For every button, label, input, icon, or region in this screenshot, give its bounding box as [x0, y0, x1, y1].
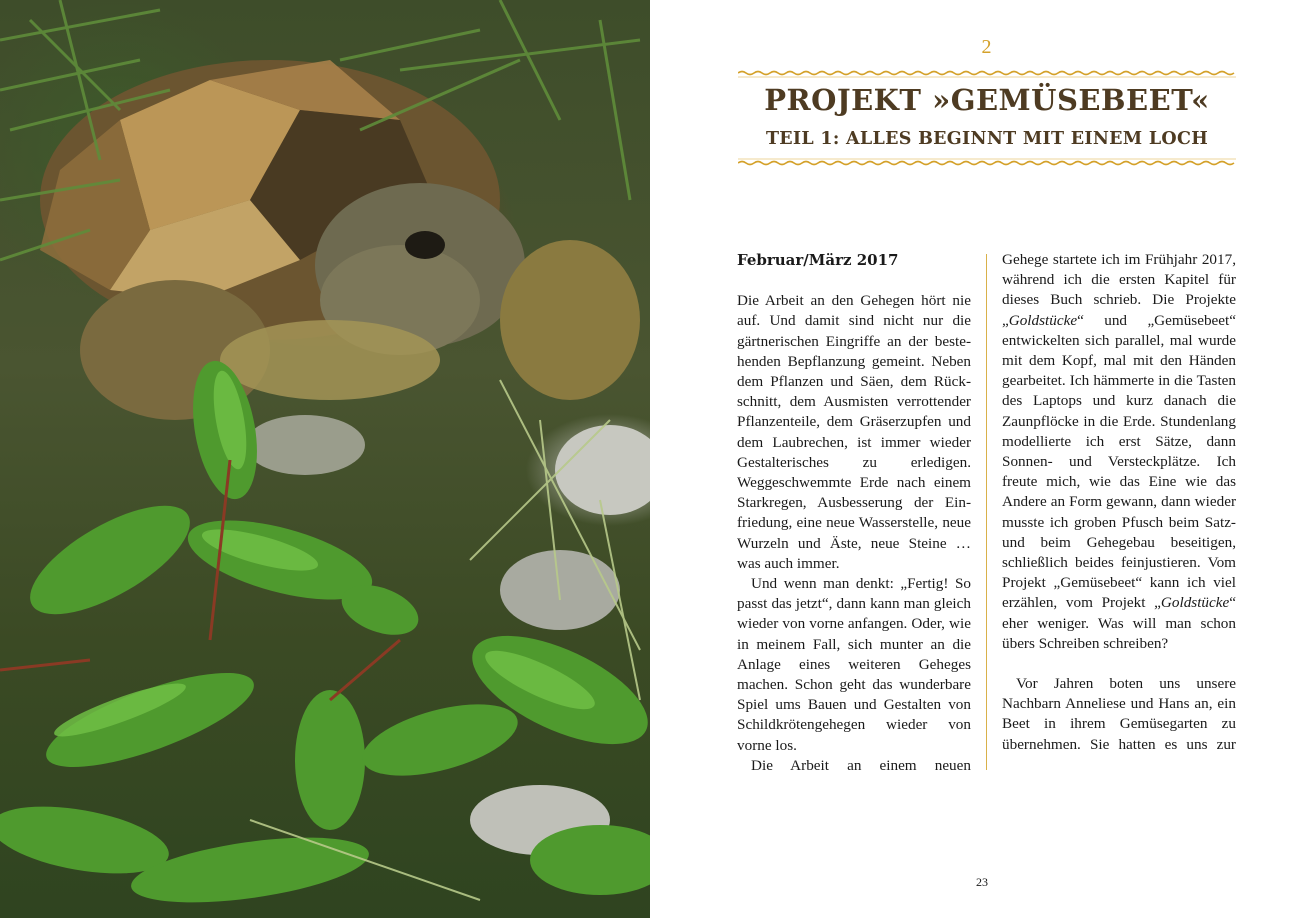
- text-column-left: [737, 250, 971, 776]
- emphasis: Goldstücke: [1008, 311, 1078, 329]
- paragraph: Die Arbeit an einem neuen: [751, 756, 971, 774]
- chapter-subtitle: TEIL 1: ALLES BEGINNT MIT EINEM LOCH: [765, 129, 1209, 149]
- paragraph: [1002, 250, 1236, 654]
- paragraph: Vor Jahren boten uns unsere Nachbarn Anneliese und Hans an, ein Beet in ihrem Gemüsegarten zu übernehmen. Sie hatten es uns zur: [1002, 675, 1236, 753]
- column-divider: [986, 254, 987, 770]
- section-date: Februar/März 2017: [737, 251, 899, 269]
- chapter-number: 2: [981, 36, 992, 58]
- paragraph: Die Arbeit an den Gehegen hört nie auf. Und damit sind nicht nur die gärtnerischen Eingriffe an der bestehenden Bepflanzung gemeint. Neben dem Pflanzen und Säen, dem Rückschnitt, dem Ausmisten verrottender Pflanzenteile, dem Gräserzupfen und dem Laubrechen, ist immer wieder Gestalterisches zu erledigen. Weggeschwemmte Erde nach einem Starkregen, Ausbesserung der Einfriedung, eine neue Wasserstelle, neue Wurzeln und Äste, neue Steine … was auch immer.: [737, 292, 971, 572]
- text-span: “ eher weniger. Was will man schon übers Schreiben schreiben?: [1002, 594, 1236, 652]
- bottom-ornament-line: [738, 158, 1236, 166]
- tortoise-eye: [405, 231, 445, 259]
- text-span: Gehege startete ich im Frühjahr 2017, während ich die ersten Kapitel für dieses Buch schrieb. Die Projekte „: [1002, 251, 1236, 329]
- top-ornament-line: [738, 70, 1236, 78]
- page-number: 23: [976, 875, 988, 889]
- chapter-title: PROJEKT »GEMÜSEBEET«: [764, 83, 1210, 117]
- book-page: [650, 0, 1298, 918]
- text-span: “ und „Gemüsebeet“ entwickelten sich parallel, mal wurde mit dem Kopf, mal mit den Händen gearbeitet. Ich hämmerte in die Tasten des Laptops und kurz danach die Zaunpflöcke in die Erde. Stundenlang modellierte ich erst Sätze, dann Sonnen- und Versteckplätze. Ich freute mich, wie das Eine wie das Andere an Form gewann, dann wieder musste ich groben Pfusch beim Satz- und beim Gehegebau beseitigen, schließlich beides feinjustieren. Vom Projekt „Gemüsebeet“ kann ich viel erzählen, vom Projekt „: [1002, 311, 1236, 612]
- text-column-right: [1002, 250, 1236, 755]
- paragraph: Und wenn man denkt: „Fertig! So passt das jetzt“, dann kann man gleich wieder von vorne anfangen. Oder, wie in meinem Fall, sich munter an die Anlage eines weiteren Geheges machen. Schon geht das wunderbare Spiel ums Bauen und Gestalten von Schildkrötengehegen wieder von vorne los.: [737, 575, 971, 754]
- emphasis: Goldstücke: [1160, 594, 1230, 612]
